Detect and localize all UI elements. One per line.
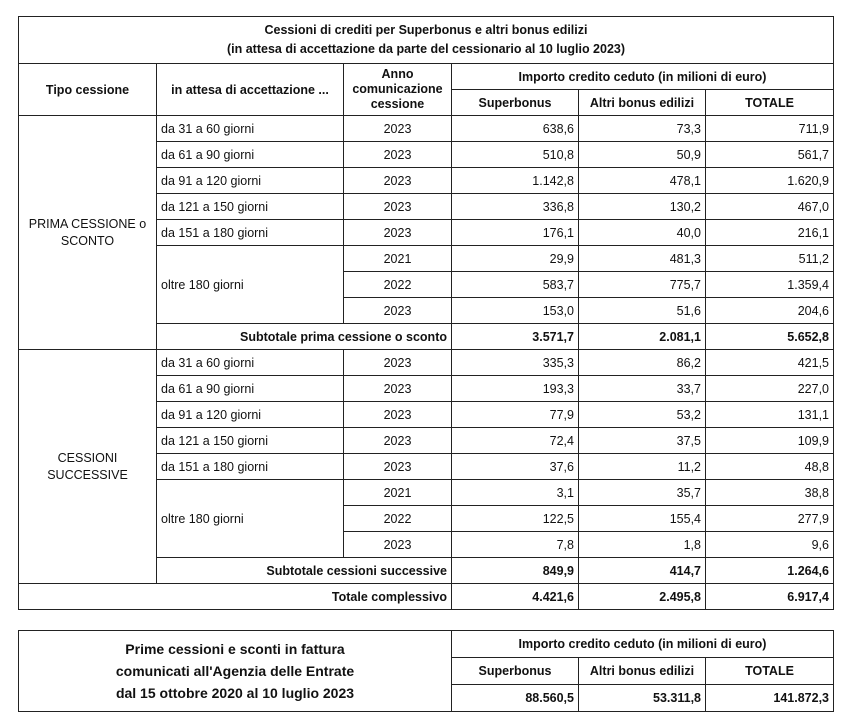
altri-bonus-cell: 50,9 — [579, 142, 706, 168]
superbonus-cell: 37,6 — [452, 454, 579, 480]
header-altri-bonus: Altri bonus edilizi — [579, 90, 706, 116]
totale-cell: 467,0 — [706, 194, 834, 220]
period-cell: da 91 a 120 giorni — [157, 168, 344, 194]
period-cell: da 121 a 150 giorni — [157, 428, 344, 454]
altri-bonus-cell: 11,2 — [579, 454, 706, 480]
period-cell: oltre 180 giorni — [157, 480, 344, 558]
summary-title-line-3: dal 15 ottobre 2020 al 10 luglio 2023 — [115, 685, 355, 701]
grand-total-superbonus: 4.421,6 — [452, 584, 579, 610]
subtotal-superbonus: 3.571,7 — [452, 324, 579, 350]
altri-bonus-cell: 35,7 — [579, 480, 706, 506]
superbonus-cell: 510,8 — [452, 142, 579, 168]
title-line-2: (in attesa di accettazione da parte del cessionario al 10 luglio 2023) — [226, 42, 626, 56]
summary-title-line-2: comunicati all'Agenzia delle Entrate — [115, 663, 355, 679]
title-row — [19, 17, 834, 64]
period-cell: da 151 a 180 giorni — [157, 220, 344, 246]
period-cell: da 61 a 90 giorni — [157, 142, 344, 168]
year-cell: 2023 — [344, 428, 452, 454]
totale-cell: 216,1 — [706, 220, 834, 246]
header-row-1 — [19, 64, 834, 90]
summary-title — [19, 631, 452, 712]
table-title — [19, 17, 834, 64]
year-cell: 2023 — [344, 116, 452, 142]
year-cell: 2023 — [344, 298, 452, 324]
superbonus-cell: 77,9 — [452, 402, 579, 428]
summary-totale-value: 141.872,3 — [706, 685, 834, 712]
totale-cell: 421,5 — [706, 350, 834, 376]
altri-bonus-cell: 1,8 — [579, 532, 706, 558]
totale-cell: 227,0 — [706, 376, 834, 402]
period-cell: da 61 a 90 giorni — [157, 376, 344, 402]
totale-cell: 561,7 — [706, 142, 834, 168]
superbonus-cell: 7,8 — [452, 532, 579, 558]
year-cell: 2023 — [344, 376, 452, 402]
header-superbonus: Superbonus — [452, 90, 579, 116]
summary-header-row — [19, 631, 834, 658]
superbonus-cell: 122,5 — [452, 506, 579, 532]
totale-cell: 1.620,9 — [706, 168, 834, 194]
superbonus-cell: 3,1 — [452, 480, 579, 506]
subtotal-altri-bonus: 414,7 — [579, 558, 706, 584]
totale-cell: 511,2 — [706, 246, 834, 272]
superbonus-cell: 29,9 — [452, 246, 579, 272]
year-cell: 2023 — [344, 350, 452, 376]
altri-bonus-cell: 40,0 — [579, 220, 706, 246]
subtotal-label: Subtotale cessioni successive — [157, 558, 452, 584]
altri-bonus-cell: 51,6 — [579, 298, 706, 324]
grand-total-row — [19, 584, 834, 610]
header-in-attesa: in attesa di accettazione ... — [157, 64, 344, 116]
subtotal-label: Subtotale prima cessione o sconto — [157, 324, 452, 350]
subtotal-superbonus: 849,9 — [452, 558, 579, 584]
year-cell: 2022 — [344, 506, 452, 532]
totale-cell: 131,1 — [706, 402, 834, 428]
year-cell: 2022 — [344, 272, 452, 298]
superbonus-cell: 335,3 — [452, 350, 579, 376]
altri-bonus-cell: 33,7 — [579, 376, 706, 402]
year-cell: 2021 — [344, 246, 452, 272]
summary-table — [18, 630, 834, 712]
year-cell: 2023 — [344, 402, 452, 428]
subtotal-totale: 1.264,6 — [706, 558, 834, 584]
year-cell: 2023 — [344, 142, 452, 168]
altri-bonus-cell: 53,2 — [579, 402, 706, 428]
header-tipo-cessione: Tipo cessione — [19, 64, 157, 116]
summary-altri-value: 53.311,8 — [579, 685, 706, 712]
superbonus-cell: 176,1 — [452, 220, 579, 246]
group-label: PRIMA CESSIONE o SCONTO — [19, 116, 157, 350]
summary-title-line-1: Prime cessioni e sconti in fattura — [125, 641, 345, 657]
header-importo: Importo credito ceduto (in milioni di euro) — [452, 64, 834, 90]
year-cell: 2023 — [344, 220, 452, 246]
altri-bonus-cell: 73,3 — [579, 116, 706, 142]
year-cell: 2023 — [344, 168, 452, 194]
superbonus-cell: 153,0 — [452, 298, 579, 324]
totale-cell: 277,9 — [706, 506, 834, 532]
table-body — [19, 17, 834, 610]
group-label: CESSIONI SUCCESSIVE — [19, 350, 157, 584]
altri-bonus-cell: 130,2 — [579, 194, 706, 220]
superbonus-cell: 1.142,8 — [452, 168, 579, 194]
summary-header-importo: Importo credito ceduto (in milioni di euro) — [452, 631, 834, 658]
period-cell: da 31 a 60 giorni — [157, 116, 344, 142]
grand-total-label: Totale complessivo — [19, 584, 452, 610]
summary-header-totale: TOTALE — [706, 658, 834, 685]
altri-bonus-cell: 478,1 — [579, 168, 706, 194]
totale-cell: 48,8 — [706, 454, 834, 480]
period-cell: da 151 a 180 giorni — [157, 454, 344, 480]
superbonus-cell: 638,6 — [452, 116, 579, 142]
superbonus-cell: 336,8 — [452, 194, 579, 220]
period-cell: da 91 a 120 giorni — [157, 402, 344, 428]
totale-cell: 9,6 — [706, 532, 834, 558]
totale-cell: 38,8 — [706, 480, 834, 506]
altri-bonus-cell: 155,4 — [579, 506, 706, 532]
altri-bonus-cell: 481,3 — [579, 246, 706, 272]
altri-bonus-cell: 86,2 — [579, 350, 706, 376]
header-anno-comunicazione: Anno comunicazione cessione — [344, 64, 452, 116]
altri-bonus-cell: 37,5 — [579, 428, 706, 454]
summary-header-altri-bonus: Altri bonus edilizi — [579, 658, 706, 685]
superbonus-cell: 193,3 — [452, 376, 579, 402]
table-row — [19, 350, 834, 376]
credit-transfers-table — [18, 16, 834, 610]
grand-total-altri-bonus: 2.495,8 — [579, 584, 706, 610]
year-cell: 2023 — [344, 532, 452, 558]
year-cell: 2021 — [344, 480, 452, 506]
totale-cell: 711,9 — [706, 116, 834, 142]
period-cell: da 31 a 60 giorni — [157, 350, 344, 376]
altri-bonus-cell: 775,7 — [579, 272, 706, 298]
totale-cell: 204,6 — [706, 298, 834, 324]
period-cell: da 121 a 150 giorni — [157, 194, 344, 220]
header-totale: TOTALE — [706, 90, 834, 116]
summary-superbonus-value: 88.560,5 — [452, 685, 579, 712]
totale-cell: 1.359,4 — [706, 272, 834, 298]
grand-total-totale: 6.917,4 — [706, 584, 834, 610]
period-cell: oltre 180 giorni — [157, 246, 344, 324]
year-cell: 2023 — [344, 194, 452, 220]
summary-header-superbonus: Superbonus — [452, 658, 579, 685]
year-cell: 2023 — [344, 454, 452, 480]
subtotal-altri-bonus: 2.081,1 — [579, 324, 706, 350]
table-row — [19, 116, 834, 142]
subtotal-totale: 5.652,8 — [706, 324, 834, 350]
superbonus-cell: 72,4 — [452, 428, 579, 454]
totale-cell: 109,9 — [706, 428, 834, 454]
superbonus-cell: 583,7 — [452, 272, 579, 298]
title-line-1: Cessioni di crediti per Superbonus e altri bonus edilizi — [264, 23, 588, 37]
